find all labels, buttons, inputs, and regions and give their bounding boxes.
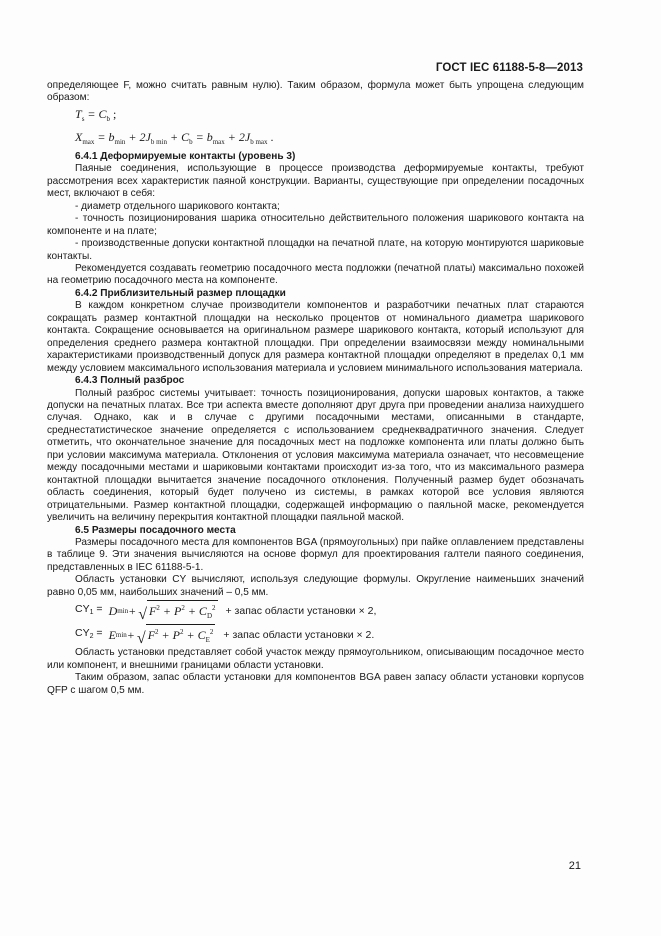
formula-term: + 2J (125, 129, 151, 144)
formula-tail: + запас области установки × 2, (225, 605, 377, 618)
paragraph: Таким образом, запас области установки для компонентов BGA равен запасу области установки корпусов QFP с шагом 0,5 мм. (47, 672, 584, 696)
page-number: 21 (568, 860, 581, 872)
formula-term: = (93, 627, 103, 640)
formula-subscript: min (117, 607, 129, 616)
formula-term: = C (84, 106, 107, 121)
formula-term: P (173, 603, 182, 618)
paragraph: В каждом конкретном случае производители компонентов и разработчики печатных плат стараются сокращать размер контактной площадки на несколько процентов от номинального диаметра шарикового контакта. Сокращение основывается на оригинальном размере шарикового контакта, который используют для определения среднего размера контактной площадки. При определении взаимосвязи между номинальными характеристиками производственный допуск для размера контактной площадки определяют в пределах 0,1 мм между условием максимального использования материала и условием минимального использования материала. (47, 300, 584, 374)
formula-subscript: s (81, 114, 85, 123)
formula-term: + 2J (224, 129, 251, 144)
paragraph: Паяные соединения, использующие в процессе производства деформируемые контакты, требуют рассмотрения всех характеристик паяной конструкции. Варианты, существующие при определении посадочных мест, включают в себя: (47, 163, 584, 200)
paragraph: Полный разброс системы учитывает: точность позиционирования, допуски шаровых контактов, а также допуски на печатных платах. Все три аспекта вместе дополняют друг друга при проведении анализа наихудшего случая. Однако, как и в случае с другими посадочными местами, описанными в стандарте, среднестатистическое значение определяется с использованием среднеквадратичного значения. Следует отметить, что окончательное значение для посадочных мест на подложке компонента или платы должно быть при условии максимума материала. Отклонения от условия максимума материала означает, что несовмещение между посадочными местами и шариковыми контактами происходит из-за того, что из максимального размера контактной площадки вычитается значение посадочного отклонения. Полученный размер будет обозначать область соединения, который будет получено из системы, в рамках которой все условия являются отрицательными. Размер контактной площадки, содержащей информацию о паяльной маске, рекомендуется увеличить на величину перекрытия контактной площадки паяльной маской. (47, 387, 584, 524)
formula-subscript: max (212, 137, 225, 146)
formula-expression (109, 599, 220, 623)
formula-subscript: b max (250, 137, 268, 146)
formula-ts (47, 105, 584, 128)
list-item: - точность позиционирования шарика относительно действительного положения шарикового контакта на компоненте и на плате; (47, 213, 584, 237)
formula-term: . (267, 129, 274, 144)
sqrt-symbol: √ $F^2 + P^2 + C_D^2$ (138, 600, 217, 623)
formula-label (75, 621, 103, 649)
formula-subscript: b min (150, 137, 167, 146)
formula-term: D (108, 604, 118, 619)
paragraph: Область установки представляет собой участок между прямоугольником, описывающим посадочное место или компонент, и внешними границами области установки. (47, 647, 584, 671)
formula-term: C (197, 627, 206, 642)
formula-term: CY (75, 627, 90, 640)
section-heading-6-4-1: 6.4.1 Деформируемые контакты (уровень 3) (75, 150, 296, 162)
formula-term: F (147, 627, 156, 642)
formula-expression (109, 623, 218, 647)
page-content (47, 80, 584, 697)
section-heading-6-4-3: 6.4.3 Полный разброс (75, 375, 185, 387)
formula-term: F (149, 603, 157, 618)
paragraph: Область установки CY вычисляют, используя следующие формулы. Округление наименьших значений равно 0,05 мм, наибольших значений – 0,5 мм. (47, 574, 584, 598)
formula-subscript: D (206, 611, 212, 620)
formula-subscript: min (115, 631, 127, 640)
list-item: - диаметр отдельного шарикового контакта; (75, 200, 280, 212)
paragraph: Рекомендуется создавать геометрию посадочного места подложки (печатной платы) максимально похожей на геометрию посадочного места на компоненте. (47, 262, 584, 287)
formula-term: T (75, 106, 82, 121)
formula-xmax (47, 128, 584, 151)
formula-subscript: 1 (89, 609, 94, 617)
section-heading-6-5: 6.5 Размеры посадочного места (75, 524, 236, 536)
formula-subscript: max (82, 137, 95, 146)
formula-term: + C (166, 129, 190, 144)
formula-subscript: b (106, 114, 111, 123)
formula-term: + (128, 604, 137, 619)
formula-subscript: 2 (89, 633, 94, 641)
document-id-header: ГОСТ IEC 61188-5-8—2013 (435, 62, 583, 74)
section-heading-6-4-2: 6.4.2 Приблизительный размер площадки (75, 287, 286, 299)
formula-cy2 (47, 623, 584, 647)
formula-term: X (75, 129, 83, 144)
formula-subscript: E (205, 635, 210, 644)
formula-tail: + запас области установки × 2. (223, 629, 375, 642)
formula-term: = b (192, 129, 213, 144)
formula-cy1 (47, 599, 584, 623)
formula-term: CY (75, 603, 90, 616)
list-item: - производственные допуски контактной площадки на печатной плате, на которую монтируются шариковые контакты. (47, 238, 584, 262)
formula-term: C (198, 603, 207, 618)
formula-term: + (126, 628, 135, 643)
formula-term: = (93, 603, 103, 616)
formula-term: E (108, 628, 116, 643)
sqrt-symbol: √ $F^2 + P^2 + C_E^2$ (137, 624, 215, 647)
formula-term: ; (110, 106, 117, 121)
formula-term: = b (94, 129, 115, 144)
paragraph: Размеры посадочного места для компонентов BGA (прямоугольных) при пайке оплавлением представлены в таблице 9. Эти значения вычисляются на основе формул для проектирования галтели паяного соединения, представленных в IEC 61188-5-1. (47, 536, 584, 573)
intro-paragraph: определяющее F, можно считать равным нулю). Таким образом, формула может быть упрощена следующим образом: (47, 80, 584, 104)
formula-subscript: min (114, 137, 126, 146)
formula-subscript: b (189, 137, 193, 146)
formula-term: P (172, 627, 180, 642)
